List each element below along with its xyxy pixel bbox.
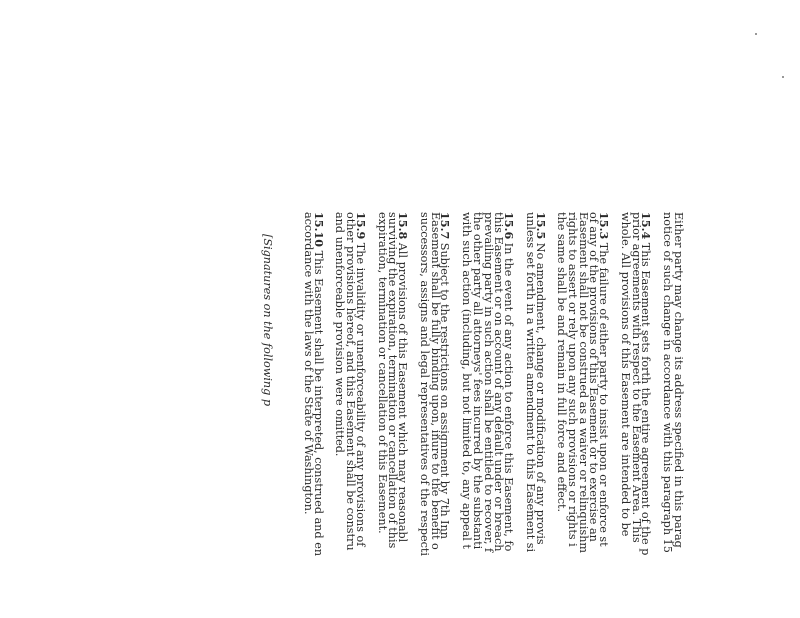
text-line: this Easement or on account of any default under or breach [492,212,506,552]
text-line: This Easement sets forth the entire agreement of the p [639,239,653,556]
section-number: 15.5 [533,212,548,240]
text-line: expiration, termination or cancellation of this Easement. [375,212,389,534]
paragraph-15-6 [461,212,514,618]
paragraph-15-10 [301,212,326,618]
paragraph-15-8 [375,212,411,618]
text-line: rights to assert or rely upon any such provisions or rights i [566,212,580,547]
rotated-document-text [261,212,683,618]
text-line: and unenforceable provision were omitted. [333,212,347,457]
text-line: No amendment, change or modification of any provis [533,239,547,545]
scan-speck [755,33,757,35]
text-line: successors, assigns and legal representatives of the respecti [418,212,431,556]
text-line: prior agreements with respect to the Easement Area. This [629,212,643,543]
text-line: In the event of any action to enforce this Easement, fo [502,239,515,552]
section-number: 15.3 [597,212,612,240]
text-line: notice of such change in accordance with this paragraph 15 [661,212,675,553]
paragraph-15-7 [418,212,453,618]
text-line: the same shall be and remain in full force and effect. [555,212,569,513]
text-line: Either party may change its address specified in this parag [672,212,685,548]
signature-note: [Signatures on the following p [260,234,274,406]
text-line: surviving the expiration, termination or cancellation of this [386,212,400,549]
text-line: Easement shall not be construed as a waiver or relinquishm [576,212,590,554]
section-number: 15.9 [353,212,368,240]
text-line: Easement shall be fully binding upon, inure to the benefit o [428,212,442,550]
text-line: All provisions of this Easement which may reasonabl [396,239,410,543]
text-line: The invalidity or unenforceability of any provisions of [353,239,367,547]
paragraph-notice [662,212,683,618]
scan-speck [782,76,784,78]
section-number: 15.10 [311,212,326,248]
text-line: other provisions hereof, and this Easement shall be constru [344,212,358,551]
text-line: This Easement shall be interpreted, construed and en [311,247,325,557]
paragraph-15-9 [334,212,366,618]
text-line: with such action (including, but not limited to, any appeal t [460,212,474,549]
text-line: the other party all attorneys' fees incurred by the substanti [470,212,484,550]
text-line: accordance with the laws of the State of Washington. [301,212,315,515]
section-number: 15.6 [502,212,516,240]
text-line: of any of the provisions of this Easement or to exercise an [587,212,601,542]
paragraph-15-3 [555,212,612,618]
text-line: prevailing party in such action shall be entitled to recover, f [481,212,495,553]
text-line: The failure of either party to insist upon or enforce st [597,239,611,547]
paragraph-15-5 [523,212,548,618]
section-number: 15.7 [438,212,453,240]
text-line: unless set forth in a written amendment to this Easement si [523,212,537,553]
text-line: Subject to the restrictions on assignment by 7th Inn [438,239,452,539]
section-number: 15.8 [396,212,411,240]
text-line: whole. All provisions of this Easement are intended to be [619,212,633,537]
section-number: 15.4 [639,212,654,240]
paragraph-15-4 [619,212,654,618]
